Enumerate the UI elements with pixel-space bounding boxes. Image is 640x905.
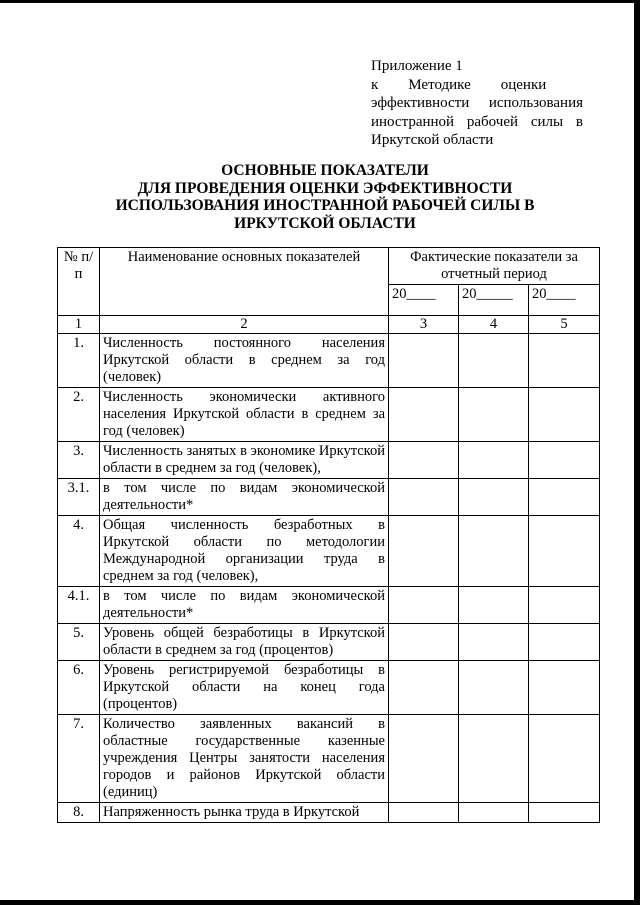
table-row [58,442,600,479]
value-cell [389,587,459,624]
column-number: 1 [58,316,100,334]
indicator-name: Численность постоянного населения Иркутской области в среднем за год (человек) [100,334,389,388]
value-cell [389,334,459,388]
value-cell [459,442,529,479]
scan-border-top [0,0,640,3]
row-number: 2. [58,388,100,442]
header-year: 20____ [389,285,459,316]
value-cell [529,479,600,516]
value-cell [529,388,600,442]
title-line: ДЛЯ ПРОВЕДЕНИЯ ОЦЕНКИ ЭФФЕКТИВНОСТИ [137,179,513,197]
value-cell [529,803,600,823]
value-cell [389,803,459,823]
value-cell [459,661,529,715]
value-cell [459,516,529,587]
value-cell [529,624,600,661]
value-cell [459,803,529,823]
column-number: 2 [100,316,389,334]
table-row [58,715,600,803]
header-year: 20_____ [459,285,529,316]
column-number: 3 [389,316,459,334]
document-title [70,162,580,232]
row-number: 4.1. [58,587,100,624]
value-cell [529,715,600,803]
header-num: № п/п [58,248,100,316]
appendix-line: Иркутской области [371,132,494,148]
indicator-name: Напряженность рынка труда в Иркутской [100,803,389,823]
value-cell [389,715,459,803]
value-cell [529,587,600,624]
row-number: 3. [58,442,100,479]
indicator-name: Количество заявленных вакансий в областные государственные казенные учреждения Центры занятости населения городов и районов Иркутской области (единиц) [100,715,389,803]
appendix-note [371,57,583,150]
column-number: 4 [459,316,529,334]
row-number: 5. [58,624,100,661]
header-actual: Фактические показатели за отчетный период [389,248,600,285]
value-cell [459,479,529,516]
header-year: 20____ [529,285,600,316]
appendix-line: иностранной рабочей силы в [371,113,583,130]
header-name: Наименование основных показателей [100,248,389,316]
table-row [58,334,600,388]
scan-border-right [634,0,640,905]
row-number: 6. [58,661,100,715]
value-cell [459,388,529,442]
value-cell [459,334,529,388]
value-cell [389,442,459,479]
title-line: ОСНОВНЫЕ ПОКАЗАТЕЛИ [221,162,429,179]
value-cell [459,715,529,803]
table-row [58,388,600,442]
row-number: 1. [58,334,100,388]
table-header-row [58,248,600,285]
indicator-name: Уровень регистрируемой безработицы в Иркутской области на конец года (процентов) [100,661,389,715]
indicator-name: Численность экономически активного населения Иркутской области в среднем за год (человек) [100,388,389,442]
title-line: ИРКУТСКОЙ ОБЛАСТИ [234,214,416,232]
row-number: 8. [58,803,100,823]
appendix-line: эффективности использования [371,95,583,111]
table-row [58,479,600,516]
row-number: 3.1. [58,479,100,516]
indicator-name: в том числе по видам экономической деятельности* [100,479,389,516]
value-cell [529,661,600,715]
column-number: 5 [529,316,600,334]
value-cell [389,661,459,715]
value-cell [529,516,600,587]
indicator-name: Общая численность безработных в Иркутской области по методологии Международной организации труда в среднем за год (человек), [100,516,389,587]
indicator-name: Уровень общей безработицы в Иркутской области в среднем за год (процентов) [100,624,389,661]
row-number: 7. [58,715,100,803]
appendix-line: к Методике оценки [371,76,547,93]
table-row [58,516,600,587]
row-number: 4. [58,516,100,587]
value-cell [459,587,529,624]
value-cell [389,388,459,442]
indicator-name: в том числе по видам экономической деятельности* [100,587,389,624]
table-row [58,803,600,823]
appendix-line: Приложение 1 [371,58,463,74]
table-row [58,587,600,624]
value-cell [529,442,600,479]
value-cell [389,624,459,661]
table-row [58,661,600,715]
indicator-name: Численность занятых в экономике Иркутской области в среднем за год (человек), [100,442,389,479]
value-cell [459,624,529,661]
value-cell [389,479,459,516]
table-row [58,624,600,661]
value-cell [529,334,600,388]
value-cell [389,516,459,587]
scan-border-bottom [0,900,640,905]
title-line: ИСПОЛЬЗОВАНИЯ ИНОСТРАННОЙ РАБОЧЕЙ СИЛЫ В [115,197,535,214]
indicators-table [57,247,600,823]
column-numbers-row [58,316,600,334]
